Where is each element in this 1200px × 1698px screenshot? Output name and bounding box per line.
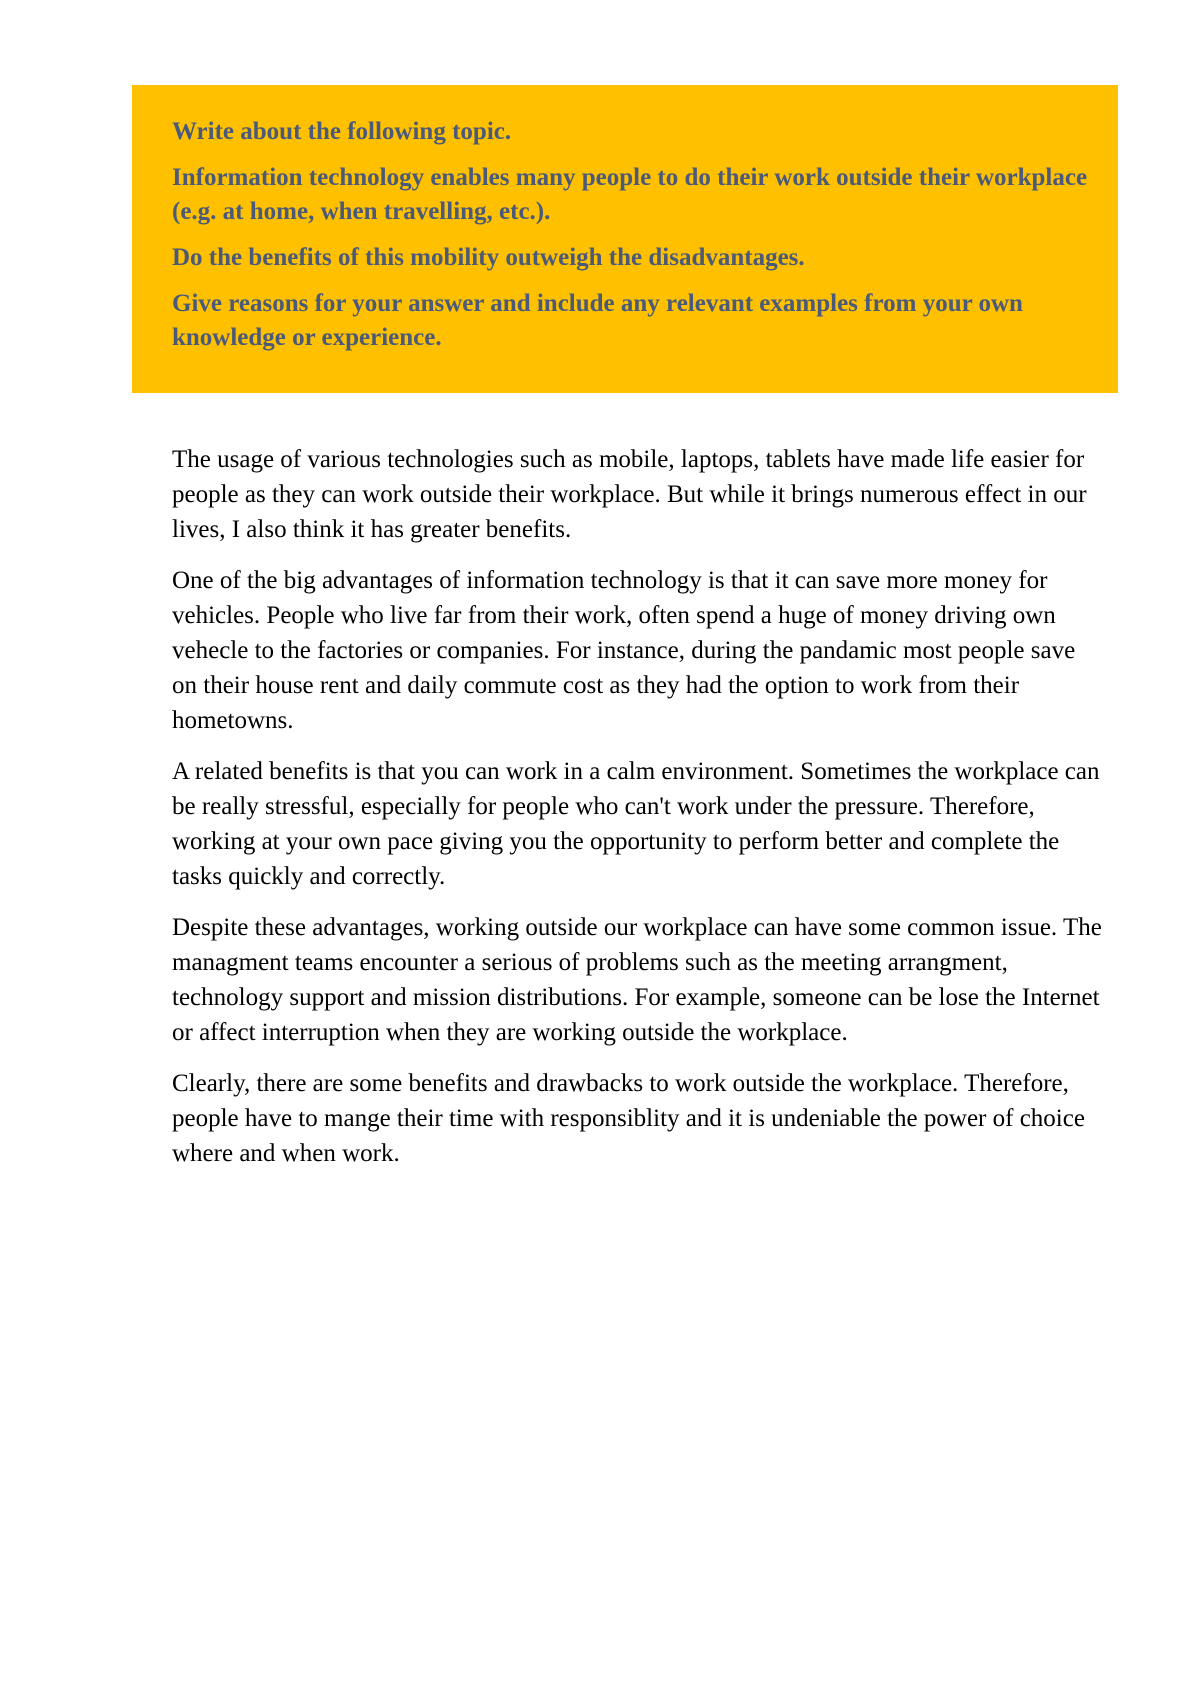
essay-paragraph-introduction: The usage of various technologies such as mobile, laptops, tablets have made life easier for people as they can work outside their workplace. But while it brings numerous effect in our lives, I also think it has greater benefits. — [172, 446, 1087, 543]
prompt-topic: Information technology enables many people to do their work outside their workplace (e.g. at home, when travelling, etc.). — [172, 164, 1088, 225]
essay-paragraph-advantage-cost: One of the big advantages of information technology is that it can save more money for vehicles. People who live far from their work, often spend a huge of money driving own vehecle to the factories or companies. For instance, during the pandamic most people save on their house rent and daily commute cost as they had the option to work from their hometowns. — [172, 567, 1076, 734]
essay-paragraph-disadvantages: Despite these advantages, working outside our workplace can have some common issue. The managment teams encounter a serious of problems such as the meeting arrangment, technology support and mission distributions. For example, someone can be lose the Internet or affect interruption when they are working outside the workplace. — [172, 914, 1102, 1046]
essay-paragraph-conclusion: Clearly, there are some benefits and drawbacks to work outside the workplace. Therefore, people have to mange their time with responsiblity and it is undeniable the power of choice where and when work. — [172, 1070, 1085, 1167]
prompt-instruction: Write about the following topic. — [172, 118, 512, 145]
essay-body — [172, 442, 1102, 1187]
prompt-guidance: Give reasons for your answer and include any relevant examples from your own knowledge or experience. — [172, 290, 1023, 351]
task-prompt-box — [132, 85, 1118, 393]
essay-paragraph-advantage-environment: A related benefits is that you can work in a calm environment. Sometimes the workplace can be really stressful, especially for people who can't work under the pressure. Therefore, working at your own pace giving you the opportunity to perform better and complete the tasks quickly and correctly. — [172, 758, 1100, 890]
prompt-question: Do the benefits of this mobility outweigh the disadvantages. — [172, 244, 805, 271]
